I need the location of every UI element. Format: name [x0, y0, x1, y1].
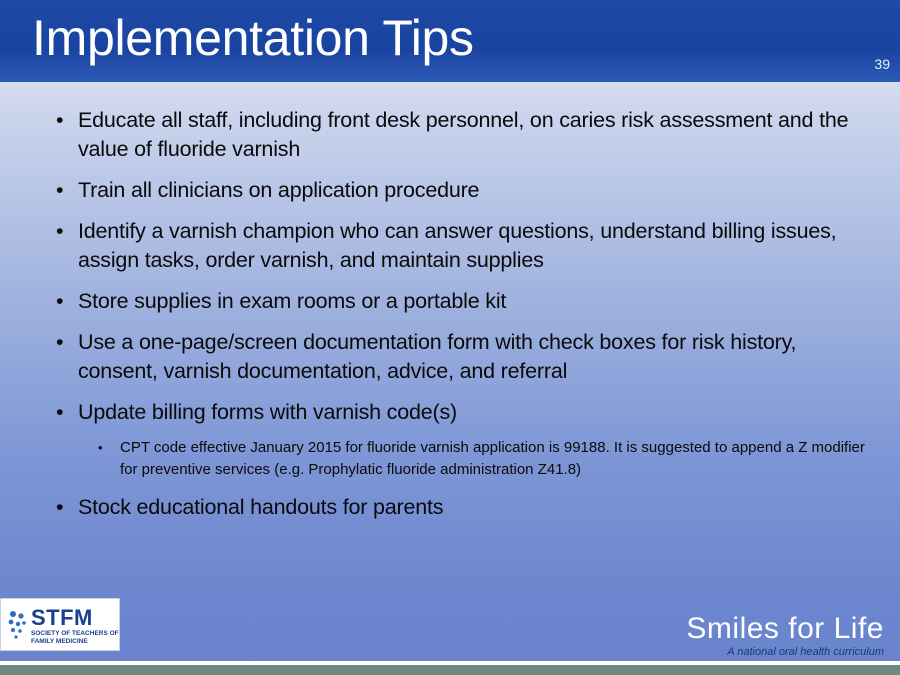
bullet-item — [56, 217, 866, 275]
bullet-item — [56, 176, 866, 205]
footer-band — [0, 661, 900, 675]
sfl-tagline: A national oral health curriculum — [727, 646, 884, 658]
bullet-marker: • — [56, 330, 64, 354]
sub-bullet-text: CPT code effective January 2015 for fluoride varnish application is 99188. It is suggested to append a Z modifier for preventive services (e.g. Prophylatic fluoride administration Z41.8) — [120, 439, 865, 478]
stfm-logo — [0, 598, 120, 651]
bullet-marker: • — [56, 289, 64, 313]
stfm-people-icon — [7, 609, 29, 643]
bullet-marker: • — [56, 108, 64, 132]
bullet-item — [56, 493, 866, 522]
stfm-subtitle-line: SOCIETY OF TEACHERS OF — [31, 630, 119, 637]
bullet-marker: • — [56, 219, 64, 243]
slide-header — [0, 0, 900, 82]
slide-title: Implementation Tips — [32, 10, 474, 66]
bullet-text: Store supplies in exam rooms or a portable kit — [78, 289, 507, 313]
page-number: 39 — [874, 56, 890, 72]
smiles-for-life-logo — [686, 612, 884, 659]
stfm-subtitle-line: FAMILY MEDICINE — [31, 638, 88, 645]
bullet-item — [56, 328, 866, 386]
stfm-wordmark: STFM — [31, 605, 93, 630]
sub-bullet-item — [98, 437, 866, 481]
bullet-list — [56, 106, 866, 534]
bullet-text: Update billing forms with varnish code(s) — [78, 400, 457, 424]
bullet-text: Stock educational handouts for parents — [78, 495, 444, 519]
bullet-marker: • — [56, 400, 64, 424]
bullet-text: Use a one-page/screen documentation form with check boxes for risk history, consent, varnish documentation, advice, and referral — [78, 330, 797, 383]
sfl-wordmark: Smiles for Life — [686, 612, 884, 645]
bullet-text: Identify a varnish champion who can answer questions, understand billing issues, assign tasks, order varnish, and maintain supplies — [78, 219, 837, 272]
bullet-marker: • — [56, 178, 64, 202]
bullet-text: Educate all staff, including front desk personnel, on caries risk assessment and the value of fluoride varnish — [78, 108, 849, 161]
bullet-item — [56, 106, 866, 164]
bullet-item — [56, 398, 866, 427]
bullet-marker: • — [56, 495, 64, 519]
bullet-text: Train all clinicians on application procedure — [78, 178, 480, 202]
stfm-subtitle — [31, 630, 119, 646]
bullet-item — [56, 287, 866, 316]
sub-bullet-marker: • — [98, 440, 103, 455]
